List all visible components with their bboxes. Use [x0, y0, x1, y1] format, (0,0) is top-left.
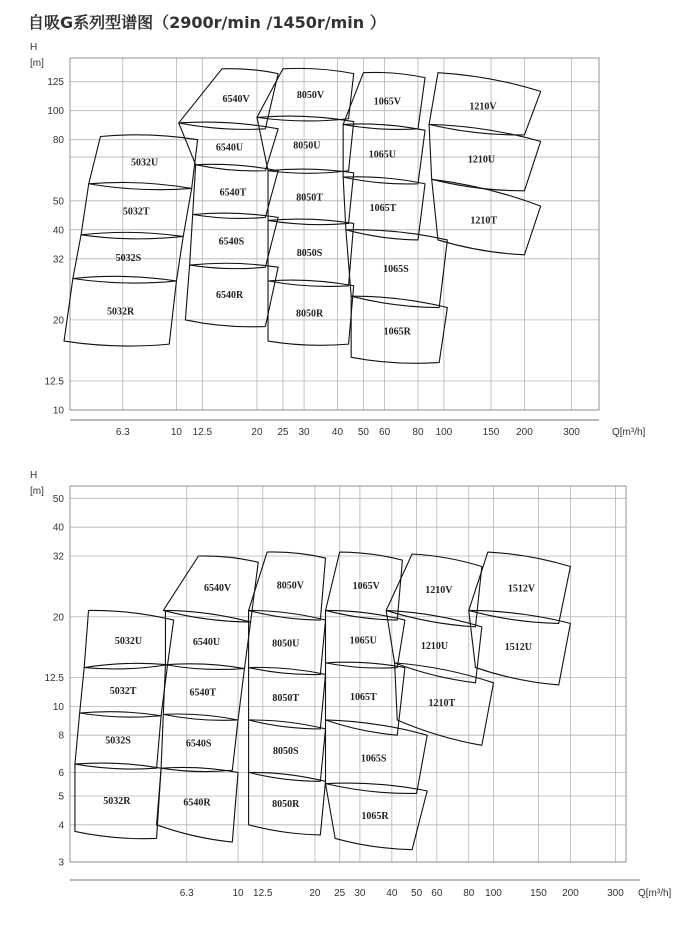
x-tick-label: 20 [309, 888, 321, 899]
x-tick-label: 200 [516, 427, 533, 438]
region-label: 6540R [183, 797, 211, 809]
region-label: 8050T [272, 693, 300, 705]
region-label: 1065V [373, 96, 402, 108]
y-tick-label: 20 [52, 612, 64, 624]
x-tick-label: 25 [334, 888, 346, 899]
region-label: 1210V [469, 101, 497, 113]
region-label: 1065R [361, 811, 389, 823]
x-tick-label: 10 [170, 427, 183, 438]
x-tick-label: 150 [482, 427, 500, 438]
y-tick-label: 125 [47, 77, 64, 89]
region-label: 1210T [428, 698, 456, 710]
y-tick-label: 40 [52, 225, 64, 237]
plot-area [70, 486, 626, 862]
y-tick-label: 10 [52, 405, 64, 417]
y-tick-label: 8 [58, 730, 64, 742]
region-label: 1210U [420, 641, 449, 653]
region-label: 8050S [272, 746, 299, 758]
y-axis-label: H [30, 470, 38, 481]
x-tick-label: 20 [251, 427, 263, 438]
x-tick-label: 40 [386, 888, 398, 899]
region-label: 5032U [131, 157, 159, 169]
region-label: 1065T [349, 691, 377, 703]
y-axis-unit: [m] [30, 58, 44, 69]
region-label: 5032S [105, 735, 131, 747]
x-tick-label: 30 [354, 888, 366, 899]
region-label: 5032S [115, 253, 142, 265]
region-label: 6540U [215, 142, 244, 154]
x-tick-label: 50 [357, 427, 369, 438]
region-label: 8050V [276, 580, 305, 592]
region-label: 1210T [470, 215, 498, 227]
region-label: 5032T [109, 685, 137, 697]
y-tick-label: 32 [52, 254, 64, 266]
x-tick-label: 10 [232, 888, 244, 899]
y-tick-label: 5 [58, 791, 64, 803]
bottom-chart-1450 [0, 470, 700, 934]
x-tick-label: 25 [277, 427, 289, 438]
x-tick-label: 60 [379, 427, 391, 438]
x-tick-label: 150 [530, 888, 547, 899]
region-label: 8050V [296, 90, 325, 102]
region-label: 5032T [122, 206, 150, 218]
region-label: 6540V [222, 94, 250, 106]
region-label: 1065S [383, 263, 409, 275]
region-label: 1065T [369, 203, 397, 215]
x-tick-label: 40 [331, 427, 344, 438]
page-title: 自吸G系列型谱图（2900r/min /1450r/min ） [28, 13, 386, 32]
x-tick-label: 80 [412, 427, 424, 438]
region-label: 8050U [293, 140, 321, 152]
x-tick-label: 50 [411, 888, 423, 899]
region-label: 8050U [272, 638, 300, 650]
region-label: 6540V [204, 583, 232, 595]
region-label: 1512V [507, 583, 536, 595]
region-label: 1065S [360, 753, 387, 765]
region-label: 8050T [296, 192, 323, 204]
x-tick-label: 12.5 [253, 888, 273, 899]
y-tick-label: 20 [52, 315, 64, 327]
y-tick-label: 10 [52, 701, 64, 713]
region-label: 6540S [218, 236, 245, 248]
y-tick-label: 12.5 [44, 376, 64, 388]
y-axis-label: H [30, 42, 38, 53]
x-tick-label: 300 [563, 427, 580, 438]
region-label: 1210U [467, 154, 496, 166]
plot-area [70, 58, 599, 410]
region-label: 6540T [189, 687, 217, 699]
model-regions [64, 68, 541, 363]
region-label: 6540T [219, 187, 247, 199]
y-tick-label: 50 [52, 196, 64, 208]
y-tick-label: 32 [52, 551, 64, 563]
y-tick-label: 80 [52, 135, 64, 147]
region-label: 6540S [185, 738, 212, 750]
y-tick-label: 12.5 [44, 673, 64, 685]
region-label: 1210V [425, 584, 453, 596]
x-tick-label: 12.5 [192, 427, 213, 438]
region-label: 1065R [383, 326, 411, 338]
region-label: 8050R [272, 798, 300, 810]
region-label: 6540U [192, 636, 221, 648]
x-tick-label: 100 [485, 888, 502, 899]
y-tick-label: 6 [58, 767, 64, 779]
region-label: 8050S [296, 248, 323, 260]
top-chart-2900 [0, 40, 700, 480]
x-tick-label: 100 [435, 427, 453, 438]
x-axis-label: Q[m³/h] [612, 427, 646, 438]
y-tick-label: 50 [52, 493, 64, 505]
x-tick-label: 30 [298, 427, 310, 438]
y-tick-label: 4 [58, 820, 64, 832]
region-label: 5032R [107, 306, 135, 318]
plot-frame [70, 486, 626, 862]
x-tick-label: 6.3 [115, 427, 130, 438]
region-label: 1065V [352, 581, 380, 593]
x-tick-label: 80 [463, 888, 475, 899]
x-tick-label: 200 [562, 888, 579, 899]
x-tick-label: 6.3 [179, 888, 194, 899]
region-label: 1512U [504, 642, 532, 654]
y-tick-label: 100 [47, 106, 64, 118]
region-label: 1065U [349, 635, 377, 647]
x-axis-label: Q[m³/h] [638, 888, 672, 899]
model-regions [75, 552, 570, 850]
y-axis-unit: [m] [30, 486, 44, 497]
region-label: 8050R [295, 308, 324, 320]
region-label: 5032U [114, 636, 143, 648]
region-label: 5032R [103, 796, 131, 808]
y-tick-label: 3 [58, 857, 64, 869]
y-tick-label: 40 [52, 522, 64, 534]
x-tick-label: 60 [431, 888, 443, 899]
region-label: 1065U [368, 149, 396, 161]
region-label: 6540R [216, 290, 244, 302]
x-tick-label: 300 [607, 888, 624, 899]
